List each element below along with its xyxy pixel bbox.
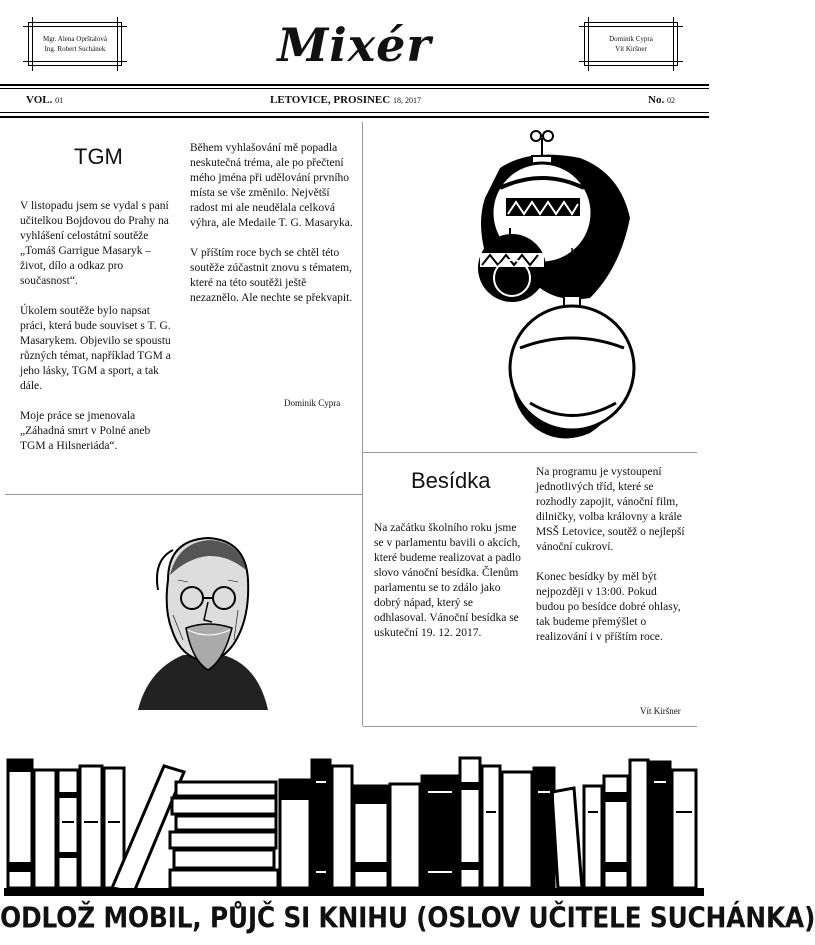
issue-number (648, 94, 675, 106)
editor-name: Mgr. Alena Oprštalová (43, 35, 107, 43)
besidka-heading: Besídka (411, 468, 491, 493)
paragraph: Během vyhlašování mě popadla neskutečná tréma, ale po přečtení mého jména při udělování prvního místa se vše změnilo. Největší radost mi ale neudělala celková výhra, ale Medaile T. G. Masaryka. (190, 142, 353, 229)
vol-block (26, 94, 63, 106)
footer-slogan: ODLOŽ MOBIL, PŮJČ SI KNIHU (OSLOV UČITELE SUCHÁNKA) (0, 900, 815, 935)
issue-bar (26, 94, 682, 110)
author-name: Vít Kiršner (615, 45, 647, 53)
header-rule-top (0, 84, 709, 86)
besidka-author: Vít Kiršner (640, 706, 681, 716)
paragraph: Úkolem soutěže bylo napsat práci, která bude souviset s T. G. Masarykem. Objevilo se spoustu různých témat, například TGM a jeho lásky, TGM a sport, a tak dále. (20, 305, 171, 392)
bookshelf-illustration (4, 752, 704, 900)
paragraph: Na programu je vystoupení jednotlivých tříd, které se rozhodly zapojit, vánoční film, dilničky, volba královny a krále MSŠ Letovice, soutěž o nejlepší vánoční cukroví. (536, 466, 685, 553)
authors-box (584, 22, 678, 66)
divider-horizontal (363, 726, 697, 727)
besidka-column-1 (374, 521, 524, 656)
paragraph: Konec besídky by měl být nejpozději v 13:00. Pokud budou po besídce dobré ohlasy, tak budeme přemýšlet o realizování i v příštím roce. (536, 571, 681, 643)
paragraph: Na začátku školního roku jsme se v parlamentu bavili o akcích, které budeme realizovat a padlo slovo vánoční besídka. Členům parlamentu se to zdálo jako dobrý nápad, který se odhlasoval. Vánoční besídka se uskuteční 19. 12. 2017. (374, 522, 521, 639)
no-label: No. (648, 94, 665, 106)
masthead-title: Mixér (277, 18, 432, 72)
header-rule-top-thin (0, 88, 709, 89)
divider-horizontal (363, 452, 697, 453)
besidka-column-2 (536, 465, 686, 660)
paragraph: V listopadu jsem se vydal s paní učitelkou Bojdovou do Prahy na vyhlášení celostátní soutěže „Tomáš Garrigue Masaryk – život, dílo a odkaz pro současnost“. (20, 200, 169, 287)
masaryk-portrait-engraving (128, 520, 278, 720)
tgm-column-2 (190, 141, 354, 321)
place-date (270, 94, 421, 106)
christmas-ornaments-illustration (470, 128, 640, 448)
vol-number: 01 (55, 96, 64, 105)
date-small: 18, 2017 (392, 96, 421, 105)
paragraph: Moje práce se jmenovala „Záhadná smrt v Polné aneb TGM a Hilsneriáda“. (20, 410, 151, 452)
tgm-column-1 (20, 199, 178, 469)
tgm-heading: TGM (74, 144, 123, 169)
header-rule-bottom-thin (0, 112, 709, 113)
vol-label: VOL. (26, 94, 53, 106)
tgm-author: Dominik Cypra (284, 398, 341, 408)
no-number: 02 (666, 96, 675, 105)
divider-vertical (362, 122, 363, 726)
divider-horizontal (5, 494, 363, 495)
author-name: Dominik Cypra (609, 35, 653, 43)
header-rule-bottom (0, 116, 709, 118)
place-date-text: LETOVICE, PROSINEC (270, 94, 391, 106)
editor-name: Ing. Robert Suchánek (44, 45, 106, 53)
paragraph: V příštím roce bych se chtěl této soutěže zúčastnit znovu s tématem, které na této soutěži ještě nezaznělo. Ale nechte se překvapit. (190, 247, 353, 304)
